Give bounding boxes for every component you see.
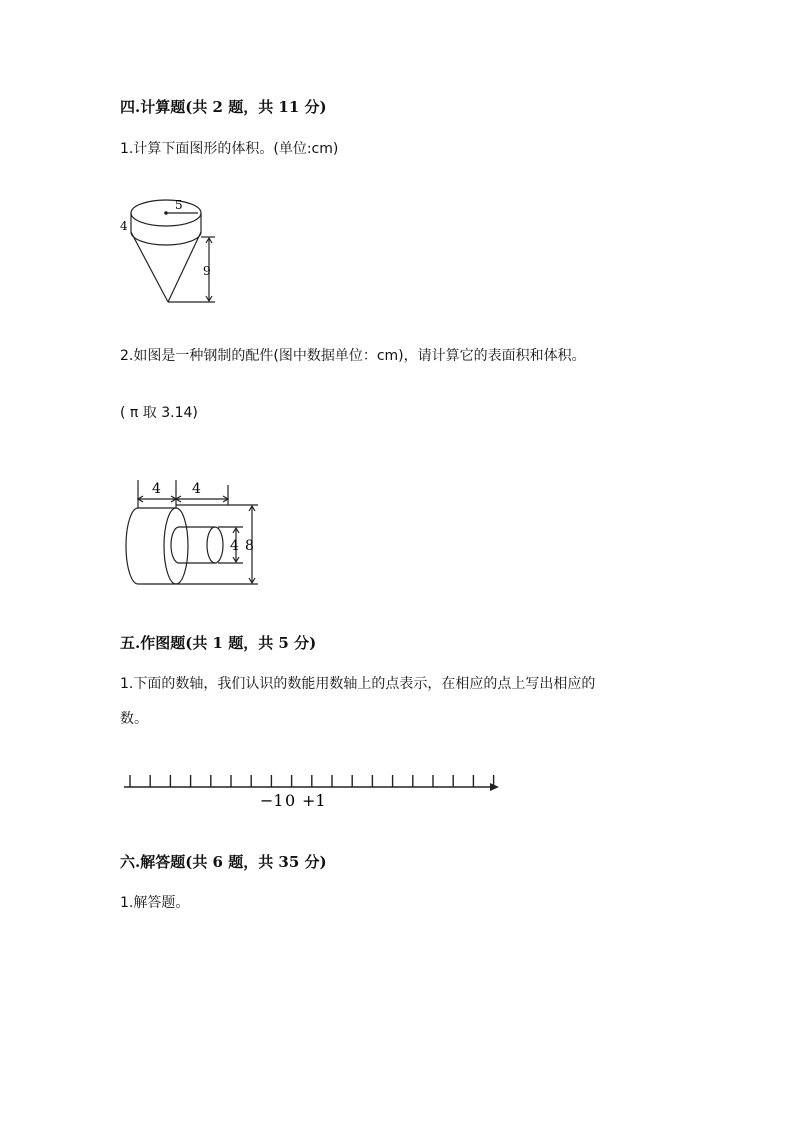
arrow-right-icon [490, 783, 499, 791]
right-length-label: 4 [192, 481, 201, 497]
question-2-note: ( π 取 3.14) [120, 405, 198, 421]
label-neg-one: −1 [260, 791, 284, 810]
steel-part-figure [118, 475, 268, 590]
radius-label: 5 [175, 198, 183, 212]
cylinder-cone-figure [110, 185, 230, 310]
section-title-calc: 四.计算题(共 2 题，共 11 分) [120, 98, 327, 116]
draw-question-line-1: 1.下面的数轴，我们认识的数能用数轴上的点表示，在相应的点上写出相应的 [120, 676, 596, 692]
section-title-draw: 五.作图题(共 1 题，共 5 分) [120, 634, 317, 652]
section-title-answer: 六.解答题(共 6 题，共 35 分) [120, 853, 327, 871]
left-length-label: 4 [152, 481, 161, 497]
label-pos-one: +1 [302, 791, 326, 810]
question-1-text: 1.计算下面图形的体积。(单位:cm) [120, 141, 339, 157]
cylinder-height-label: 4 [120, 219, 128, 233]
number-line [118, 765, 508, 810]
small-diameter-label: 4 [230, 538, 239, 554]
answer-question-1: 1.解答题。 [120, 895, 190, 911]
big-diameter-label: 8 [245, 538, 254, 554]
label-zero: 0 [285, 791, 296, 810]
cone-height-label: 9 [203, 264, 211, 278]
question-2-text: 2.如图是一种钢制的配件(图中数据单位：cm)，请计算它的表面积和体积。 [120, 348, 586, 364]
draw-question-line-2: 数。 [120, 711, 148, 727]
